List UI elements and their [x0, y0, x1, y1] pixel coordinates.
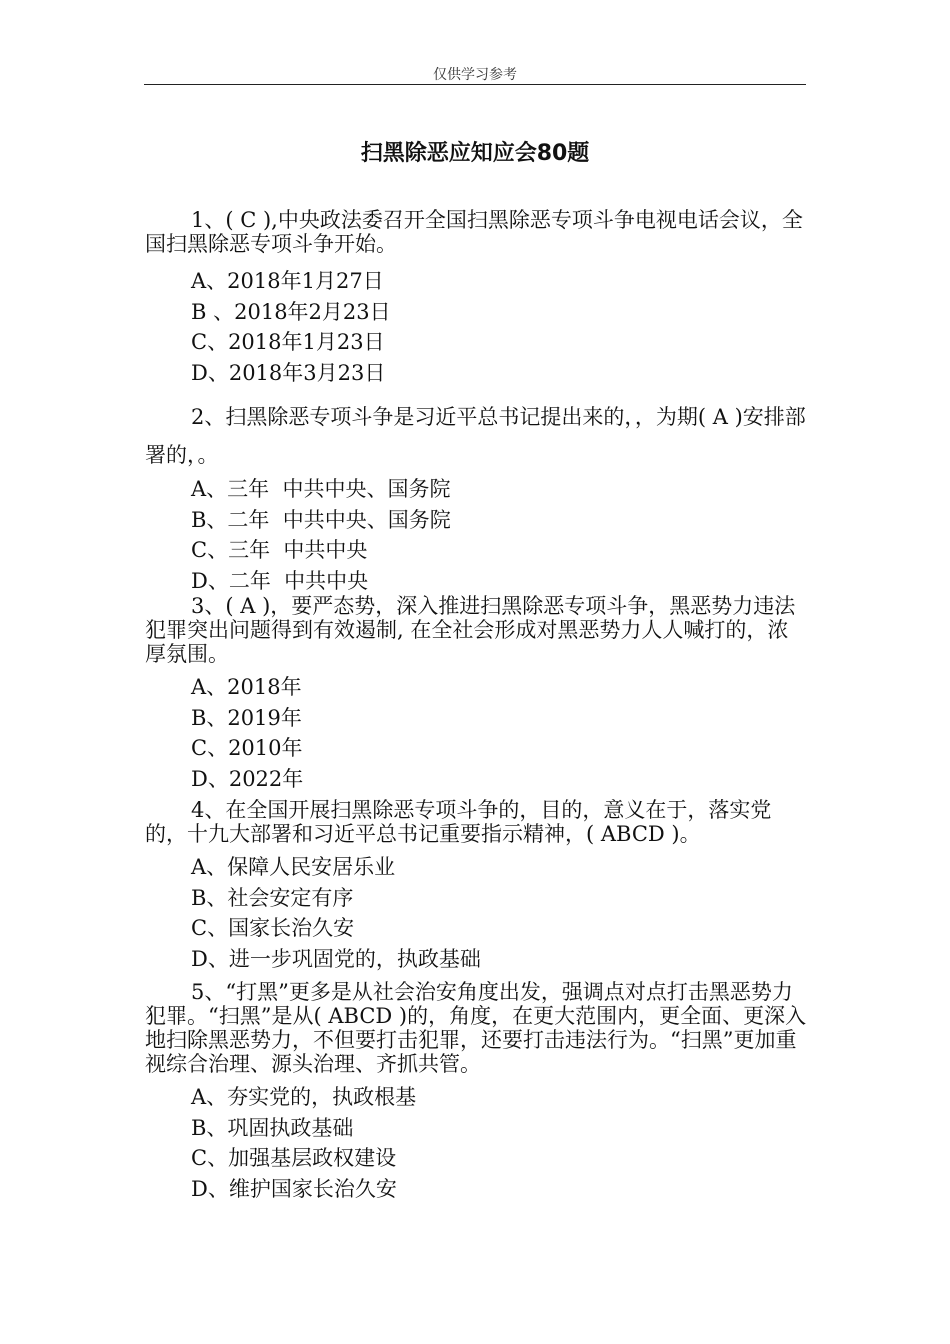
- question-3-option-a: A、2018年: [191, 675, 302, 699]
- question-4-stem: 4、在全国开展扫黑除恶专项斗争的，目的，意义在于，落实党的，十九大部署和习近平总书记重要指示精神，( ABCD )。: [145, 798, 772, 846]
- question-1-option-b: B 、2018年2月23日: [191, 299, 391, 324]
- question-5-option-d: D、维护国家长治久安: [191, 1176, 397, 1201]
- question-1-option-d: D、2018年3月23日: [191, 360, 386, 385]
- question-5-stem: 5、“打黑”更多是从社会治安角度出发，强调点对点打击黑恶势力犯罪。“扫黑”是从( ABCD )的，角度，在更大范围内，更全面、更深入地扫除黑恶势力，不但要打击犯罪，还要打击违法行为。“扫黑”更加重视综合治理、源头治理、齐抓共管。: [145, 980, 807, 1076]
- question-5-option-b: B、巩固执政基础: [191, 1115, 354, 1140]
- question-2-option-b: B、二年 中共中央、国务院: [191, 507, 451, 532]
- question-4: [145, 798, 807, 974]
- question-2: [145, 398, 807, 596]
- question-3: [145, 594, 807, 794]
- question-1: [145, 208, 807, 388]
- question-2-option-c: C、三年 中共中央: [191, 538, 368, 563]
- question-5: [145, 980, 807, 1204]
- question-2-option-a: A、三年 中共中央、国务院: [191, 477, 451, 501]
- question-1-option-c: C、2018年1月23日: [191, 330, 385, 355]
- question-3-option-d: D、2022年: [191, 766, 304, 791]
- question-4-option-b: B、社会安定有序: [191, 885, 354, 910]
- question-2-option-d: D、二年 中共中央: [191, 568, 369, 593]
- question-5-option-c: C、加强基层政权建设: [191, 1146, 397, 1171]
- question-3-option-b: B、2019年: [191, 705, 302, 730]
- page-header: 仅供学习参考: [433, 67, 517, 83]
- question-2-stem: 2、扫黑除恶专项斗争是习近平总书记提出来的，，为期( A )安排部署的，。: [145, 405, 806, 467]
- question-1-stem: 1、( C ),中央政法委召开全国扫黑除恶专项斗争电视电话会议，全国扫黑除恶专项斗争开始。: [145, 208, 803, 256]
- question-3-stem: 3、( A )，要严态势，深入推进扫黑除恶专项斗争，黑恶势力违法犯罪突出问题得到有效遏制, 在全社会形成对黑恶势力人人喊打的，浓厚氛围。: [145, 594, 796, 666]
- question-3-option-c: C、2010年: [191, 736, 303, 761]
- question-4-option-a: A、保障人民安居乐业: [191, 855, 396, 879]
- question-4-option-d: D、进一步巩固党的，执政基础: [191, 946, 481, 971]
- header-divider: [144, 84, 806, 85]
- question-4-option-c: C、国家长治久安: [191, 916, 355, 941]
- question-1-option-a: A、2018年1月27日: [191, 269, 384, 293]
- question-5-option-a: A、夯实党的，执政根基: [191, 1085, 417, 1109]
- document-title: 扫黑除恶应知应会80题: [360, 141, 590, 166]
